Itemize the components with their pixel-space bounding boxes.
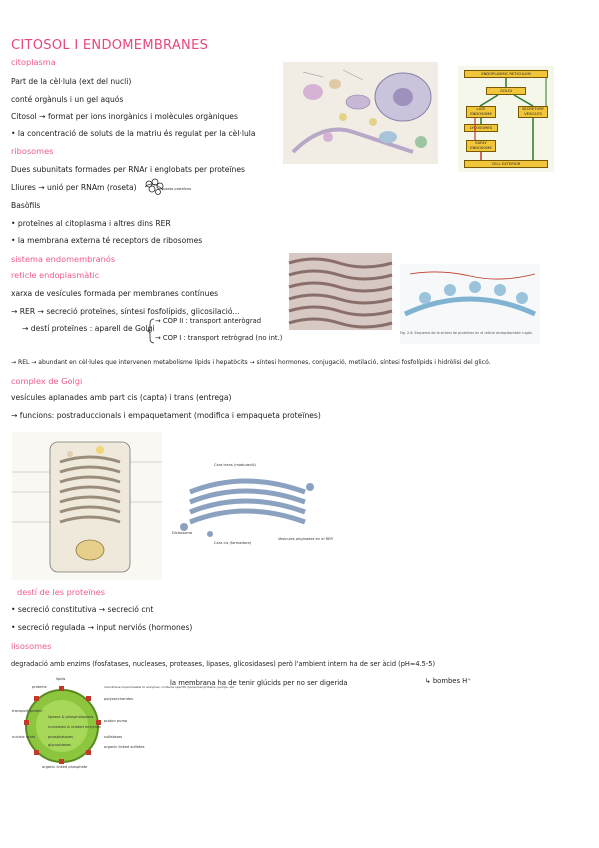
lyso-label-polysaccharides: polysaccharides — [104, 697, 133, 701]
rer-figure-caption: Fig. 2.6. Esquema de la síntesi de proteïnes en el reticle endoplasmàtic rugós. — [400, 331, 533, 335]
er-box-cell-exterior: CELL EXTERIOR — [464, 160, 548, 168]
heading-lisosomes: lisosomes — [11, 641, 52, 651]
sistema-line-1: xarxa de vesícules formada per membranes contínues — [11, 289, 219, 298]
sistema-line-4: → COP II : transport anterògrad — [155, 317, 262, 325]
lyso-label-sulfates: organic linked sulfates — [104, 745, 145, 749]
lisosomes-line-1: degradació amb enzims (fosfatases, nucleases, proteases, lipases, glicosidases) però l'ambient intern ha de ser àcid (pH≈4.5-5) — [11, 660, 436, 668]
er-box-secretory-vesicles: SECRETORY VESICLES — [518, 106, 548, 118]
rer-micrograph — [289, 253, 392, 330]
lyso-label-proton-pump: proton pump — [104, 719, 128, 723]
dictiosoma-illustration — [170, 462, 333, 550]
lyso-label-transport: transport protein — [12, 709, 43, 713]
ribosomes-line-5: • la membrana externa té receptors de ribosomes — [11, 236, 203, 245]
golgi-label-dictiosoma: Dictiosoma — [172, 531, 193, 535]
golgi-cell-illustration — [12, 432, 162, 580]
lyso-label-membrane: membrane impermeable to enzymes, contains specific lysosomal proteins, pumps, etc. — [104, 685, 236, 689]
desti-line-1: • secreció constitutiva → secreció cnt — [11, 605, 154, 614]
citoplasma-line-3: Citosol → format per ions inorgànics i molècules orgàniques — [11, 112, 238, 121]
sistema-line-6: → REL → abundant en cèl·lules que intervenen metabolisme lípids i hepatòcits → síntesi hormones, conjugació, metilació, síntesi fosfolípids i hidròlisi del glicó. — [11, 359, 491, 366]
lyso-label-phosphate: organic linked phosphate — [42, 765, 88, 769]
golgi-line-2: → funcions: postraduccionals i empaquetament (modifica i empaqueta proteïnes) — [11, 411, 321, 420]
ribosomes-line-1: Dues subunitats formades per RNAr i englobats per proteïnes — [11, 165, 245, 174]
lisosomes-line-2: la membrana ha de tenir glúcids per no ser digerida — [170, 679, 348, 687]
ribosomes-line-4: • proteïnes al citoplasma i altres dins RER — [11, 219, 171, 228]
golgi-label-trans: Cara trans (maduració) — [214, 463, 256, 467]
desti-line-2: • secreció regulada → input nerviós (hormones) — [11, 623, 193, 632]
golgi-label-cis: Cara cis (formadora) — [214, 541, 252, 545]
ribosomes-line-3: Basòfils — [11, 201, 41, 210]
lyso-label-phosphatases: phosphatases — [48, 735, 73, 739]
lyso-label-nucleic: nucleic acids — [12, 735, 36, 739]
roseta-note: roseta proteïnes — [162, 187, 192, 191]
er-box-golgi: GOLGI — [486, 87, 526, 95]
lyso-label-sulfatases: sulfatases — [104, 735, 123, 739]
lyso-label-proteins: proteins — [32, 685, 47, 689]
lysosome-diagram — [12, 676, 236, 776]
sistema-line-5: → COP I : transport retrògrad (no int.) — [155, 334, 283, 342]
sistema-line-3: → destí proteïnes : aparell de Golgi — [22, 324, 155, 333]
heading-reticle: reticle endoplasmàtic — [11, 270, 100, 280]
lyso-label-glycosidases: glycosidases — [48, 743, 71, 747]
rer-protein-synthesis-schematic — [400, 264, 540, 344]
er-box-lysosomes: LYSOSOMES — [464, 124, 498, 132]
heading-golgi: complex de Golgi — [11, 376, 83, 386]
lyso-label-lipases: lipases & phospholipases — [48, 715, 94, 719]
heading-sistema: sistema endomembranós — [11, 254, 116, 264]
golgi-line-1: vesícules aplanades amb part cis (capta) i trans (entrega) — [11, 393, 232, 402]
heading-desti: destí de les proteïnes — [17, 587, 106, 597]
endomembrane-illustration — [283, 62, 438, 164]
brace-icon — [147, 318, 155, 344]
ribosomes-line-2: Lliures → unió per RNAm (roseta) — [11, 183, 137, 192]
citoplasma-line-1: Part de la cèl·lula (ext del nucli) — [11, 77, 132, 86]
lyso-label-nucleases: nucleases & related enzymes — [48, 725, 101, 729]
lyso-label-lipids: lipids — [56, 677, 66, 681]
er-box-late-endosome: LATE ENDOSOME — [466, 106, 496, 118]
sistema-line-2: → RER → secreció proteïnes, síntesi fosfolípids, glicosilació... — [11, 307, 240, 316]
citoplasma-line-4: • la concentració de soluts de la matriu és regulat per la cèl·lula — [11, 129, 256, 138]
lisosomes-line-3: ↳ bombes H⁺ — [425, 677, 471, 685]
heading-ribosomes: ribosomes — [11, 146, 54, 156]
er-box-early-endosome: EARLY ENDOSOME — [466, 140, 496, 152]
page-title: CITOSOL I ENDOMEMBRANES — [11, 38, 209, 53]
citoplasma-line-2: conté orgànuls i un gel aquós — [11, 95, 124, 104]
er-pathway-diagram — [458, 66, 554, 172]
er-box-er: ENDOPLASMIC RETICULUM — [464, 70, 548, 78]
golgi-label-vesicules: Vesícules originades en el RER — [278, 537, 333, 541]
heading-citoplasma: citoplasma — [11, 57, 56, 67]
